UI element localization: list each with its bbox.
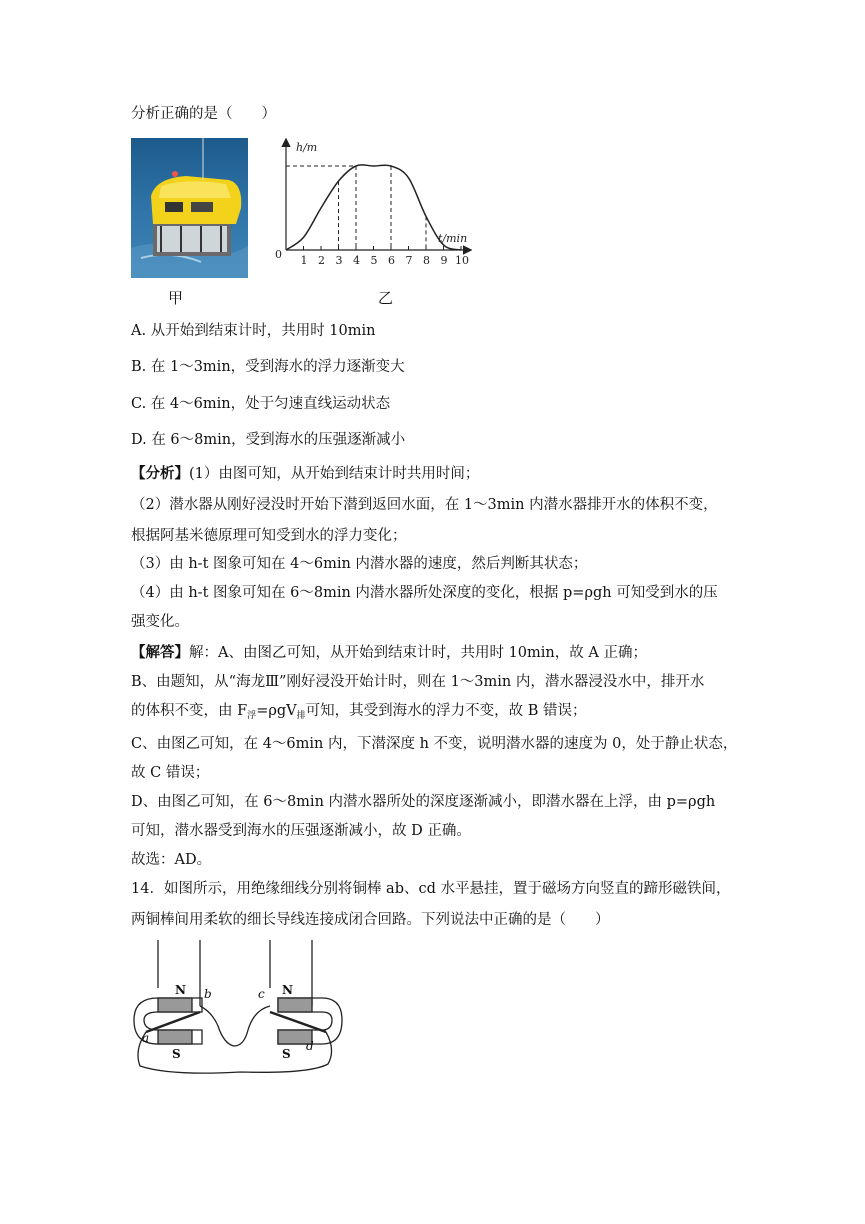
- q14-line-1: 14．如图所示，用绝缘细线分别将铜棒 ab、cd 水平悬挂，置于磁场方向竖直的蹄形磁铁间，: [131, 881, 731, 897]
- figure-jia-caption: 甲: [168, 289, 184, 307]
- x-tick-label: 5: [370, 254, 378, 267]
- rod-label-d: d: [306, 1039, 314, 1053]
- analysis-tag: 【分析】: [131, 465, 189, 482]
- figure-yi-caption: 乙: [378, 289, 394, 307]
- answer-line-4: C、由图乙可知，在 4～6min 内，下潜深度 h 不变，说明潜水器的速度为 0，处于静止状态，: [131, 736, 738, 752]
- submarine-photo: [131, 138, 248, 278]
- x-tick-label: 10: [455, 254, 469, 267]
- analysis-line-4: （3）由 h-t 图象可知在 4～6min 内潜水器的速度，然后判断其状态；: [131, 556, 588, 572]
- question-intro: 分析正确的是（ ）: [131, 106, 276, 122]
- answer-line-7: 可知，潜水器受到海水的压强逐渐减小，故 D 正确。: [131, 823, 471, 839]
- magnet-label-s-left: S: [172, 1047, 181, 1061]
- magnet-label-n-left: N: [175, 983, 186, 997]
- rod-label-b: b: [204, 987, 212, 1001]
- x-tick-label: 2: [318, 254, 325, 267]
- x-tick-label: 8: [423, 254, 430, 267]
- answer-line-6: D、由图乙可知，在 6～8min 内潜水器所处的深度逐渐减小，即潜水器在上浮，由 p=ρgh: [131, 794, 716, 810]
- answer-line-5: 故 C 错误；: [131, 765, 210, 781]
- x-tick-label: 6: [388, 254, 395, 267]
- magnet-circuit-diagram: [130, 940, 346, 1080]
- analysis-line-2: （2）潜水器从刚好浸没时开始下潜到返回水面，在 1～3min 内潜水器排开水的体积不变，: [131, 497, 718, 513]
- analysis-line-1: 【分析】(1）由图可知，从开始到结束计时共用时间；: [131, 465, 480, 482]
- rod-label-c: c: [258, 987, 265, 1001]
- depth-time-graph: [272, 134, 472, 274]
- analysis-line-3: 根据阿基米德原理可知受到水的浮力变化；: [131, 528, 407, 544]
- x-tick-label: 4: [353, 254, 360, 267]
- answer-tag: 【解答】: [131, 644, 189, 661]
- origin-label: 0: [275, 248, 282, 261]
- magnet-label-s-right: S: [282, 1047, 291, 1061]
- x-axis-label: t/min: [438, 232, 468, 245]
- answer-line-2: B、由题知，从“海龙Ⅲ”刚好浸没开始计时，则在 1～3min 内，潜水器浸没水中，排开水: [131, 674, 705, 690]
- x-tick-label: 1: [300, 254, 308, 267]
- x-tick-label: 9: [440, 254, 448, 267]
- q14-line-2: 两铜棒间用柔软的细长导线连接成闭合回路。下列说法中正确的是（ ）: [131, 912, 610, 928]
- rod-label-a: a: [142, 1031, 150, 1045]
- answer-line-8: 故选：AD。: [131, 852, 212, 868]
- analysis-line-5: （4）由 h-t 图象可知在 6～8min 内潜水器所处深度的变化，根据 p=ρgh 可知受到水的压: [131, 585, 718, 601]
- analysis-line-6: 强变化。: [131, 614, 189, 630]
- x-tick-label: 7: [405, 254, 413, 267]
- answer-line-1: 【解答】解：A、由图乙可知，从开始到结束计时，共用时 10min，故 A 正确；: [131, 644, 647, 661]
- depth-curve: [286, 165, 461, 250]
- magnet-label-n-right: N: [282, 983, 293, 997]
- x-tick-label: 3: [335, 254, 343, 267]
- option-b: B. 在 1～3min，受到海水的浮力逐渐变大: [131, 359, 405, 375]
- answer-line-3: 的体积不变，由 $F_浮=\rho gV_排$可知，其受到海水的浮力不变，故 B 错误；: [131, 703, 587, 721]
- y-axis-label: h/m: [296, 141, 318, 154]
- option-c: C. 在 4～6min，处于匀速直线运动状态: [131, 396, 391, 412]
- option-d: D. 在 6～8min，受到海水的压强逐渐减小: [131, 432, 406, 448]
- option-a: A. 从开始到结束计时，共用时 10min: [131, 323, 376, 339]
